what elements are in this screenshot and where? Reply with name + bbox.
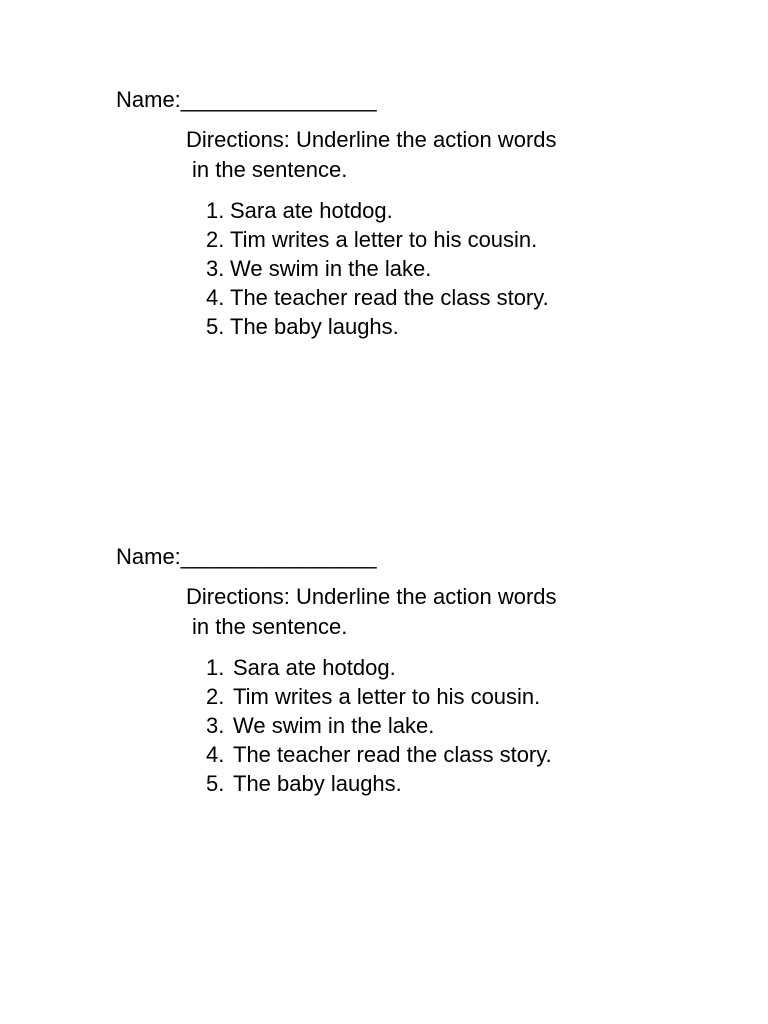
directions-line-1: Directions: Underline the action words: [186, 127, 557, 152]
sentence-item: [206, 740, 552, 769]
sentence-number: 2.: [206, 684, 225, 709]
sentence-text: Tim writes a letter to his cousin.: [230, 227, 538, 252]
directions: [186, 582, 557, 641]
sentence-item: [206, 769, 552, 798]
directions: [186, 125, 557, 184]
sentence-item: [206, 225, 549, 254]
sentence-item: [206, 711, 552, 740]
sentence-number: 5.: [206, 314, 225, 339]
name-field-label: Name:________________: [116, 87, 377, 112]
sentence-item: [206, 196, 549, 225]
sentence-item: [206, 254, 549, 283]
sentence-text: The baby laughs.: [230, 314, 399, 339]
sentence-text: Sara ate hotdog.: [233, 655, 396, 680]
sentence-item: [206, 653, 552, 682]
sentence-number: 3.: [206, 256, 225, 281]
sentence-text: We swim in the lake.: [230, 256, 432, 281]
directions-line-2: in the sentence.: [192, 613, 348, 639]
sentence-number: 1.: [206, 655, 225, 680]
directions-line-2: in the sentence.: [192, 156, 348, 182]
sentence-text: We swim in the lake.: [233, 713, 435, 738]
sentence-number: 3.: [206, 713, 225, 738]
directions-line-1: Directions: Underline the action words: [186, 584, 557, 609]
sentence-number: 2.: [206, 227, 225, 252]
sentence-item: [206, 682, 552, 711]
sentence-text: Sara ate hotdog.: [230, 198, 393, 223]
sentence-text: Tim writes a letter to his cousin.: [233, 684, 541, 709]
sentence-item: [206, 312, 549, 341]
name-field-label: Name:________________: [116, 544, 377, 569]
sentence-item: [206, 283, 549, 312]
sentence-list: [206, 196, 549, 341]
sentence-list: [206, 653, 552, 798]
sentence-number: 4.: [206, 742, 225, 767]
sentence-text: The teacher read the class story.: [233, 742, 552, 767]
sentence-number: 4.: [206, 285, 225, 310]
sentence-number: 1.: [206, 198, 225, 223]
sentence-text: The baby laughs.: [233, 771, 402, 796]
sentence-number: 5.: [206, 771, 225, 796]
sentence-text: The teacher read the class story.: [230, 285, 549, 310]
